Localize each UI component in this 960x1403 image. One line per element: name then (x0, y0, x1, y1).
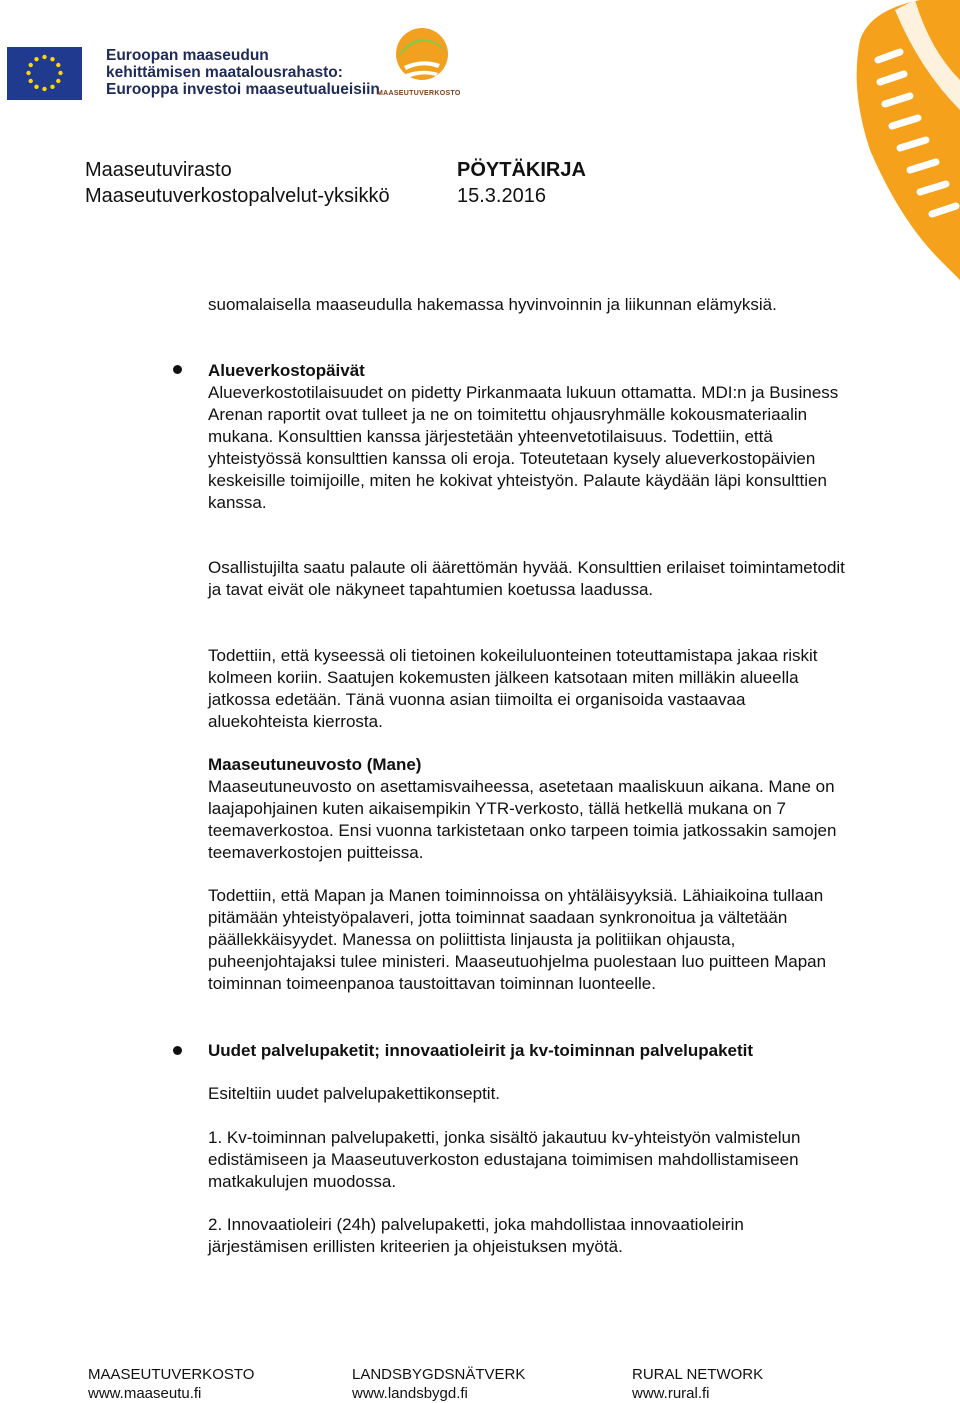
paragraph: Osallistujilta saatu palaute oli äärettömän hyvää. Konsulttien erilaiset toimintametodit ja tavat eivät ole näkyneet tapahtumien koetussa laadussa. (208, 558, 845, 599)
eu-text-line: Euroopan maaseudun (106, 47, 269, 64)
organization-name: Maaseutuvirasto (85, 159, 232, 181)
decorative-corner-art (800, 0, 960, 280)
eu-text-line: Eurooppa investoi maaseutualueisiin (106, 81, 380, 98)
eu-funding-text (106, 47, 380, 98)
footer-url[interactable]: www.rural.fi (632, 1385, 710, 1402)
bullet-marker (173, 1046, 182, 1055)
numbered-item: 2. Innovaatioleiri (24h) palvelupaketti, joka mahdollistaa innovaatioleirin järjestämisen erillisten kriteerien ja ohjeistuksen myötä. (208, 1215, 744, 1256)
paragraph: Esiteltiin uudet palvelupakettikonseptit. (208, 1084, 501, 1103)
footer-column (632, 1365, 763, 1403)
document-date: 15.3.2016 (457, 185, 546, 207)
paragraph: suomalaisella maaseudulla hakemassa hyvinvoinnin ja liikunnan elämyksiä. (208, 295, 777, 314)
paragraph: Alueverkostotilaisuudet on pidetty Pirkanmaata lukuun ottamatta. MDI:n ja Business Arenan raportit ovat tulleet ja ne on toimitettu ohjausryhmälle kokousmateriaalin mukana. Konsulttien kanssa järjestetään yhteenvetotilaisuus. Todettiin, että yhteistyössä konsulttien kanssa oli eroja. Toteutetaan kysely alueverkostopäivien keskeisille toimijoille, miten he kokivat yhteistyön. Palaute käydään läpi konsulttien kanssa. (208, 383, 839, 512)
footer-url[interactable]: www.maaseutu.fi (88, 1385, 202, 1402)
paragraph: Todettiin, että kyseessä oli tietoinen kokeiluluonteinen toteuttamistapa jakaa riskit kolmeen koriin. Saatujen kokemusten jälkeen katsotaan miten milläkin alueella jatkossa edetään. Tänä vuonna asian tiimoilta ei organisoida vastaavaa aluekohteista kierrosta. (208, 646, 818, 731)
footer-column (352, 1365, 525, 1403)
section-heading: Maaseutuneuvosto (Mane) (208, 755, 422, 774)
section-heading: Alueverkostopäivät (208, 361, 365, 380)
eu-stars-icon (7, 47, 82, 100)
paragraph: Maaseutuneuvosto on asettamisvaiheessa, asetetaan maaliskuun aikana. Mane on laajapohjainen kuten aikaisempikin YTR-verkosto, tällä hetkellä mukana on 7 teemaverkostoa. Ensi vuonna tarkistetaan onko tarpeen toimia jatkossakin samojen teemaverkostojen puitteissa. (208, 777, 837, 862)
organization-unit: Maaseutuverkostopalvelut-yksikkö (85, 185, 390, 207)
eu-text-line: kehittämisen maatalousrahasto: (106, 64, 343, 81)
footer-column (88, 1365, 254, 1403)
logo-label: MAASEUTUVERKOSTO (377, 90, 461, 97)
numbered-item: 1. Kv-toiminnan palvelupaketti, jonka sisältö jakautuu kv-yhteistyön valmistelun edistämiseen ja Maaseutuverkoston edustajana toimimisen mahdollistamiseen matkakulujen muodossa. (208, 1128, 801, 1191)
footer-network-name: RURAL NETWORK (632, 1366, 764, 1383)
footer-network-name: LANDSBYGDSNÄTVERK (352, 1366, 526, 1383)
paragraph: Todettiin, että Mapan ja Manen toiminnoissa on yhtäläisyyksiä. Lähiaikoina tullaan pitämään yhteistyöpalaveri, jotta toiminnat saadaan synkronoitua ja vältetään päällekkäisyydet. Manessa on poliittista linjausta ja politiikan ohjausta, puheenjohtajaksi tulee ministeri. Maaseutuohjelma puolestaan luo puitteen Mapan toiminnan toimeenpanoa taustoittavan toiminnan luonteelle. (208, 886, 827, 993)
eu-flag-logo (7, 47, 82, 100)
bullet-marker (173, 365, 182, 374)
section-heading: Uudet palvelupaketit; innovaatioleirit ja kv-toiminnan palvelupaketit (208, 1041, 754, 1060)
document-type: PÖYTÄKIRJA (457, 159, 586, 181)
footer-network-name: MAASEUTUVERKOSTO (88, 1366, 255, 1383)
footer-url[interactable]: www.landsbygd.fi (352, 1385, 468, 1402)
document-meta (457, 157, 586, 209)
organization-block (85, 157, 390, 209)
